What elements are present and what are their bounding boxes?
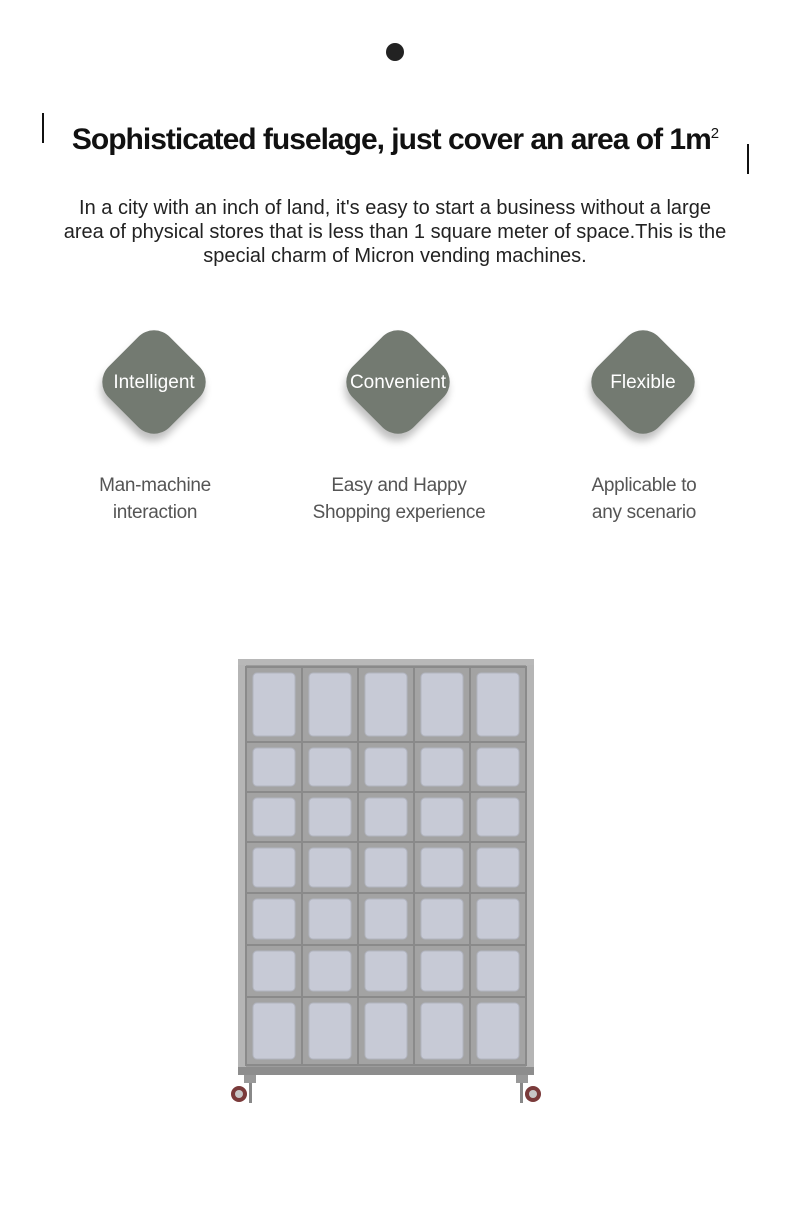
locker-door [365, 798, 407, 836]
vending-machine-image [226, 655, 546, 1110]
locker-door [477, 1003, 519, 1059]
locker-door [309, 1003, 351, 1059]
feature-label: Flexible [610, 372, 676, 393]
feature-description [35, 472, 275, 526]
locker-door [253, 1003, 295, 1059]
feature-convenient [279, 322, 519, 526]
locker-door [365, 951, 407, 991]
feature-badge [334, 322, 464, 452]
title-superscript: 2 [710, 125, 719, 142]
locker-door [253, 798, 295, 836]
title-text: Sophisticated fuselage, just cover an area of 1m [71, 123, 711, 156]
machine-left-post [238, 665, 246, 1075]
locker-door [421, 748, 463, 786]
feature-desc-line: any scenario [591, 502, 697, 523]
page-description: In a city with an inch of land, it's easy to start a business without a large area of physical stores that is less than 1 square meter of space.This is the special charm of Micron vending machines. [63, 197, 727, 267]
locker-door [421, 1003, 463, 1059]
locker-door [253, 673, 295, 736]
locker-door [421, 673, 463, 736]
locker-door [365, 899, 407, 939]
page-indicator-dot [386, 43, 404, 61]
locker-door [477, 848, 519, 887]
locker-door [253, 951, 295, 991]
caster-wheel-right [516, 1075, 541, 1103]
feature-desc-line: Applicable to [591, 475, 697, 496]
feature-desc-line: Shopping experience [312, 502, 486, 523]
locker-door [477, 899, 519, 939]
feature-badge [90, 322, 220, 452]
locker-door [477, 748, 519, 786]
locker-door [421, 848, 463, 887]
feature-intelligent [35, 322, 275, 526]
locker-door [309, 848, 351, 887]
locker-door [477, 951, 519, 991]
caster-wheel-left [231, 1075, 256, 1103]
locker-door [253, 848, 295, 887]
page-title [0, 123, 790, 157]
locker-door [309, 899, 351, 939]
locker-door [309, 798, 351, 836]
feature-desc-line: interaction [112, 502, 198, 523]
locker-door [365, 848, 407, 887]
feature-description [524, 472, 764, 526]
locker-grid [246, 667, 526, 1065]
feature-desc-line: Man-machine [99, 475, 211, 496]
locker-door [253, 748, 295, 786]
locker-door [309, 951, 351, 991]
feature-desc-line: Easy and Happy [331, 475, 467, 496]
feature-badge [579, 322, 709, 452]
machine-right-post [526, 665, 534, 1075]
locker-door [421, 798, 463, 836]
feature-flexible [524, 322, 764, 526]
machine-base [238, 1067, 534, 1075]
locker-door [309, 748, 351, 786]
locker-door [421, 899, 463, 939]
locker-door [253, 899, 295, 939]
locker-door [309, 673, 351, 736]
locker-door [477, 673, 519, 736]
feature-label: Convenient [349, 372, 447, 393]
locker-door [421, 951, 463, 991]
locker-door [365, 1003, 407, 1059]
locker-door [477, 798, 519, 836]
feature-label: Intelligent [113, 372, 195, 393]
locker-door [365, 748, 407, 786]
locker-door [365, 673, 407, 736]
feature-description [279, 472, 519, 526]
